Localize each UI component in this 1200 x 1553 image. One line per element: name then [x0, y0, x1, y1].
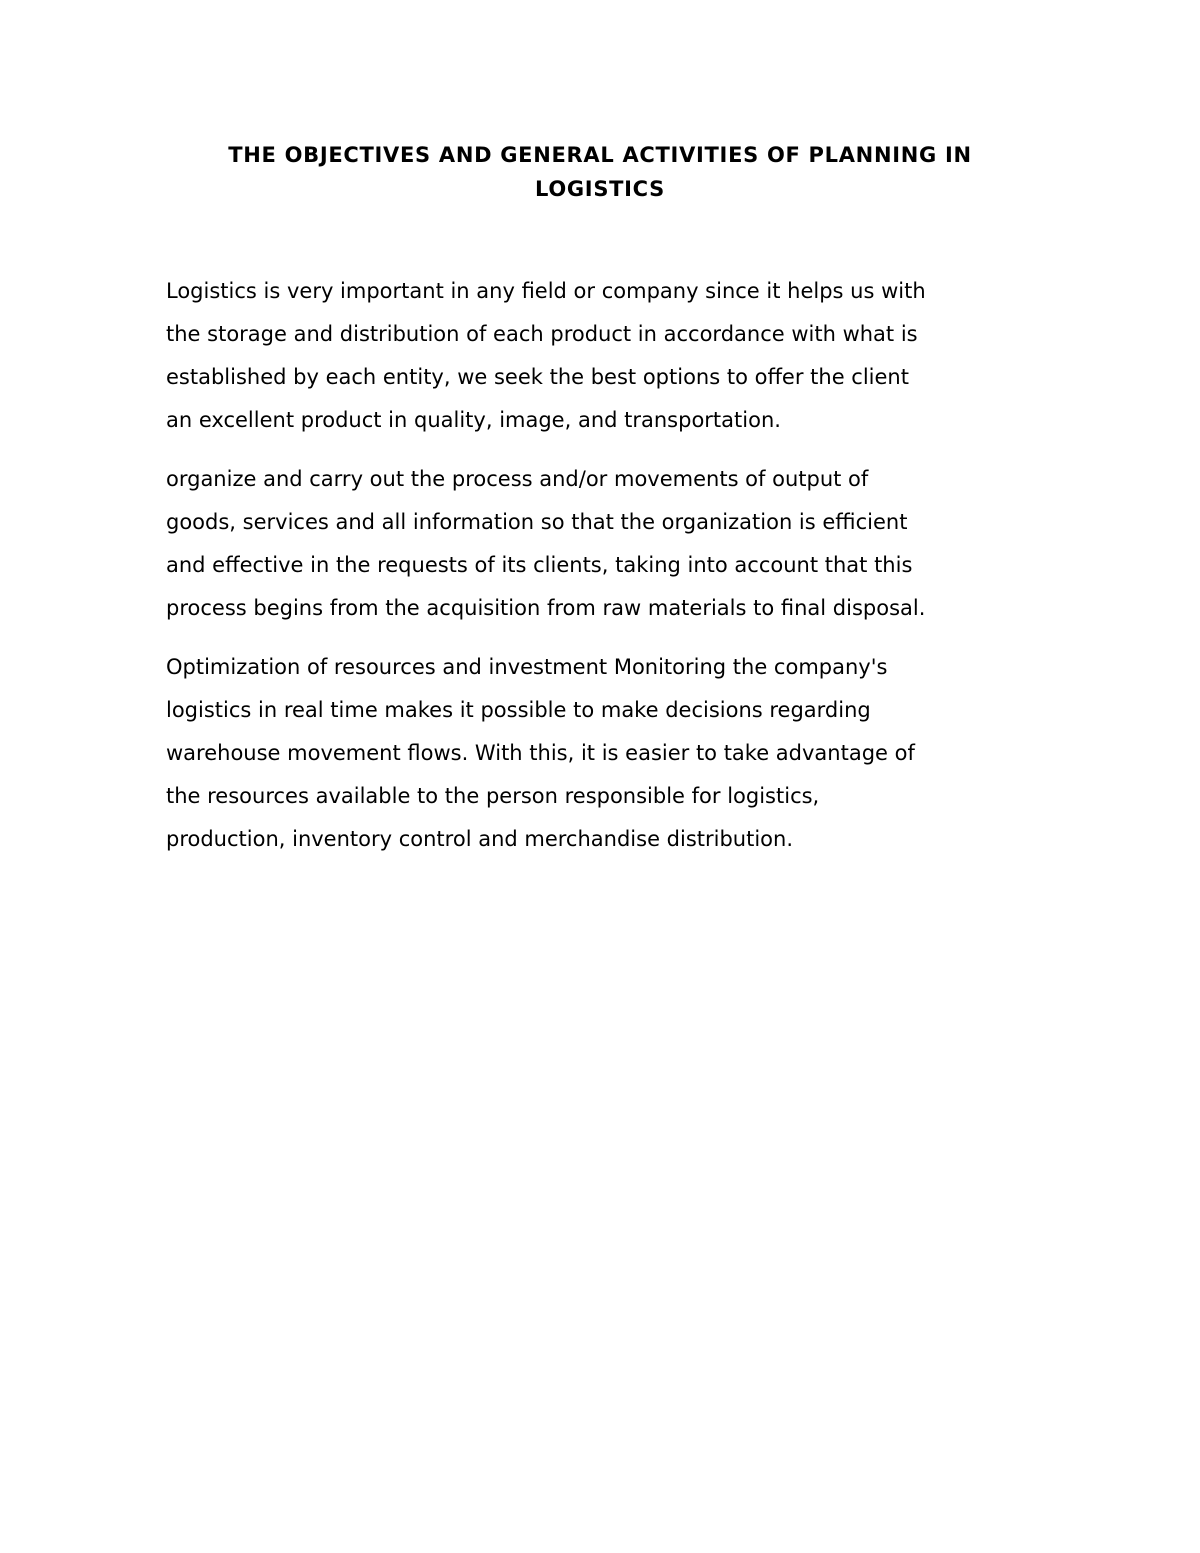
paragraph	[166, 270, 1046, 442]
document-body	[166, 270, 1046, 877]
document-title	[150, 138, 1050, 206]
text-line: the storage and distribution of each product in accordance with what is	[166, 322, 918, 346]
text-line: and effective in the requests of its clients, taking into account that this	[166, 553, 913, 577]
text-line: established by each entity, we seek the best options to offer the client	[166, 365, 909, 389]
text-line: process begins from the acquisition from raw materials to final disposal.	[166, 596, 926, 620]
text-line: organize and carry out the process and/or movements of output of	[166, 467, 869, 491]
text-line: Optimization of resources and investment Monitoring the company's	[166, 655, 888, 679]
text-line: logistics in real time makes it possible to make decisions regarding	[166, 698, 871, 722]
text-line: an excellent product in quality, image, and transportation.	[166, 408, 781, 432]
text-line: goods, services and all information so that the organization is efficient	[166, 510, 908, 534]
paragraph	[166, 646, 1046, 861]
paragraph	[166, 458, 1046, 630]
text-line: the resources available to the person responsible for logistics,	[166, 784, 820, 808]
text-line: warehouse movement flows. With this, it is easier to take advantage of	[166, 741, 915, 765]
text-line: Logistics is very important in any field or company since it helps us with	[166, 279, 926, 303]
title-line: THE OBJECTIVES AND GENERAL ACTIVITIES OF PLANNING IN	[228, 143, 972, 167]
title-line: LOGISTICS	[534, 177, 666, 201]
text-line: production, inventory control and merchandise distribution.	[166, 827, 794, 851]
